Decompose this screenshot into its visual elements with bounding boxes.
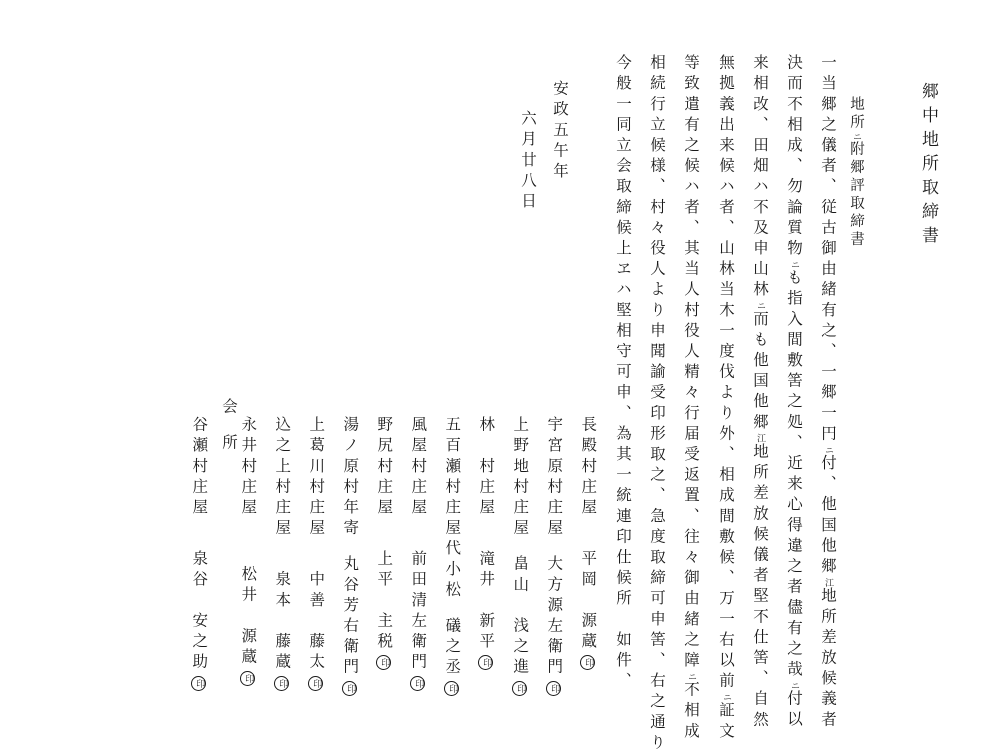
signatory-name: 畠山 浅之進 bbox=[511, 555, 530, 679]
signatory-village: 林 村庄屋 bbox=[477, 416, 496, 519]
signatory-11 bbox=[240, 416, 256, 686]
signatory-village: 長殿村庄屋 bbox=[579, 416, 598, 519]
signatory-name: 礒之丞 bbox=[443, 616, 462, 679]
signatory-name: 前田清左衛門 bbox=[409, 550, 428, 674]
body-text: 不相成 bbox=[682, 681, 700, 743]
document-title: 郷中地所取締書 bbox=[918, 82, 938, 250]
body-text: 来相改、田畑ハ不及申山林 bbox=[751, 54, 769, 302]
seal-icon: 印 bbox=[410, 676, 425, 691]
body-note: ニ bbox=[789, 681, 799, 690]
signatory-village: 上野地村庄屋 bbox=[511, 416, 530, 540]
body-note: ニ bbox=[789, 260, 799, 269]
body-text: 一当郷之儀者、従古御由緒有之、一郷一円 bbox=[819, 54, 837, 446]
body-line-7 bbox=[615, 54, 631, 693]
signatory-village: 上葛川村庄屋 bbox=[307, 416, 326, 540]
body-line-6 bbox=[649, 54, 665, 754]
signatory-10 bbox=[274, 416, 290, 691]
seal-icon: 印 bbox=[308, 676, 323, 691]
signatory-name: 泉谷 安之助 bbox=[190, 550, 209, 674]
body-text: 決而不相成、勿論質物 bbox=[785, 54, 803, 260]
body-note: ニ bbox=[721, 692, 731, 702]
signatory-1 bbox=[580, 416, 596, 670]
signatory-name: 中善 藤太 bbox=[307, 570, 326, 674]
body-text: 今般一同立会取締候上ヱハ堅相守可申、為其一統連印仕候所 如件、 bbox=[614, 54, 632, 693]
date-era: 安政五午年 bbox=[551, 80, 569, 183]
signatory-name: 上平 主税 bbox=[375, 550, 394, 653]
signatory-12 bbox=[191, 416, 207, 691]
signatory-3 bbox=[512, 416, 528, 696]
seal-icon: 印 bbox=[580, 655, 595, 670]
sho-label: 所 bbox=[220, 434, 238, 455]
body-text: 相続行立候様、村々役人より申聞諭受印形取之、急度取締可申筈、右之通り bbox=[648, 54, 666, 754]
body-line-3 bbox=[752, 54, 768, 731]
signatory-name: 丸谷芳右衛門 bbox=[341, 555, 360, 679]
body-line-2 bbox=[786, 54, 802, 731]
seal-icon: 印 bbox=[342, 681, 357, 696]
body-text: 而も他国他郷 bbox=[751, 310, 769, 434]
body-note: ニ bbox=[755, 301, 765, 311]
body-text: 付以 bbox=[785, 690, 803, 732]
signatory-village: 永井村庄屋 bbox=[239, 416, 258, 519]
body-note: 江 bbox=[755, 433, 765, 443]
seal-icon: 印 bbox=[274, 676, 289, 691]
kai-label: 会 bbox=[220, 398, 238, 419]
signatory-4 bbox=[478, 416, 494, 670]
body-line-5 bbox=[683, 54, 699, 743]
signatory-2 bbox=[546, 416, 562, 696]
signatory-8 bbox=[342, 416, 358, 696]
document-subtitle bbox=[849, 96, 864, 249]
body-note: ニ bbox=[686, 672, 696, 681]
body-text: 付、他国他郷 bbox=[819, 454, 837, 579]
seal-icon: 印 bbox=[376, 655, 391, 670]
signatory-village: 風屋村庄屋 bbox=[409, 416, 428, 519]
date-day: 六月廿八日 bbox=[519, 110, 537, 213]
body-note: ニ bbox=[823, 445, 833, 455]
signatory-name: 泉本 藤蔵 bbox=[273, 570, 292, 674]
signatory-village: 込之上村庄屋 bbox=[273, 416, 292, 540]
body-text: 証文 bbox=[717, 701, 735, 743]
seal-icon: 印 bbox=[546, 681, 561, 696]
seal-icon: 印 bbox=[240, 671, 255, 686]
signatory-village: 宇宮原村庄屋 bbox=[545, 416, 564, 540]
signatory-6 bbox=[410, 416, 426, 691]
signatory-5 bbox=[444, 416, 460, 696]
seal-icon: 印 bbox=[444, 681, 459, 696]
signatory-village: 五百瀬村庄屋代小松 bbox=[443, 416, 462, 602]
body-text: 地所差放候義者 bbox=[819, 587, 837, 732]
signatory-name: 松井 源蔵 bbox=[239, 565, 258, 669]
signatory-name: 滝井 新平 bbox=[477, 550, 496, 653]
signatory-name: 大方源左衛門 bbox=[545, 555, 564, 679]
seal-icon: 印 bbox=[478, 655, 493, 670]
signatory-7 bbox=[376, 416, 392, 670]
body-text: 無拠義出来候ハ者、山林当木一度伐より外、相成間敷候、万一右以前 bbox=[717, 54, 735, 693]
body-text: も指入間敷筈之処、近来心得違之者儘有之哉 bbox=[785, 269, 803, 681]
body-note: 江 bbox=[823, 578, 833, 588]
subtitle-text-b: 附郷評取締書 bbox=[848, 141, 864, 249]
signatory-name: 平岡 源蔵 bbox=[579, 550, 598, 653]
seal-icon: 印 bbox=[512, 681, 527, 696]
signatory-village: 野尻村庄屋 bbox=[375, 416, 394, 519]
signatory-village: 谷瀬村庄屋 bbox=[190, 416, 209, 519]
body-text: 等致遣有之候ハ者、其当人村役人精々行届受返置、往々御由緒之障 bbox=[682, 54, 700, 672]
body-line-4 bbox=[718, 54, 734, 743]
subtitle-note: ニ bbox=[851, 132, 861, 141]
body-text: 地所差放候儀者堅不仕筈、自然 bbox=[751, 442, 769, 732]
signatory-9 bbox=[308, 416, 324, 691]
signatory-village: 湯ノ原村年寄 bbox=[341, 416, 360, 540]
body-line-1 bbox=[820, 54, 836, 731]
seal-icon: 印 bbox=[191, 676, 206, 691]
subtitle-text-a: 地所 bbox=[848, 96, 864, 132]
